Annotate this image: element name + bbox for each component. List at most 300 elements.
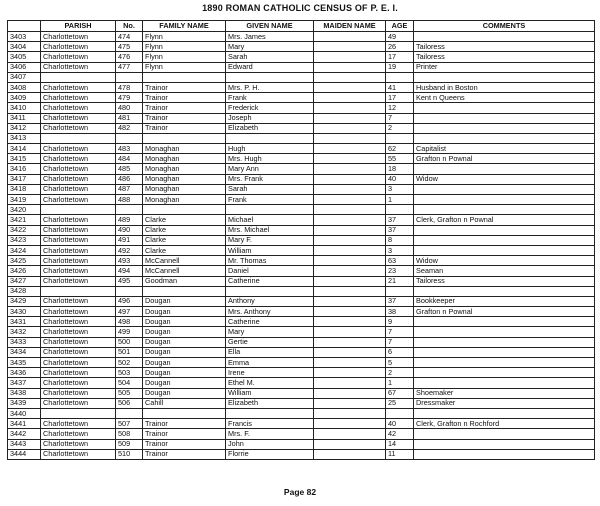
cell-parish: Charlottetown — [41, 93, 116, 103]
cell-row-id: 3432 — [8, 327, 41, 337]
cell-age: 17 — [386, 93, 414, 103]
cell-family-name: Flynn — [143, 62, 226, 72]
cell-maiden-name — [314, 215, 386, 225]
cell-given-name — [226, 286, 314, 296]
cell-age: 37 — [386, 215, 414, 225]
cell-number: 483 — [116, 144, 143, 154]
cell-parish: Charlottetown — [41, 32, 116, 42]
table-row — [8, 256, 595, 266]
cell-comments — [414, 327, 595, 337]
cell-family-name — [143, 286, 226, 296]
cell-row-id: 3422 — [8, 225, 41, 235]
cell-row-id: 3415 — [8, 154, 41, 164]
cell-row-id: 3423 — [8, 235, 41, 245]
cell-parish: Charlottetown — [41, 296, 116, 306]
column-header-given-name: GIVEN NAME — [226, 21, 314, 32]
cell-comments: Widow — [414, 256, 595, 266]
cell-age: 40 — [386, 419, 414, 429]
table-row — [8, 62, 595, 72]
cell-row-id: 3429 — [8, 296, 41, 306]
cell-maiden-name — [314, 154, 386, 164]
cell-number: 494 — [116, 266, 143, 276]
cell-row-id: 3434 — [8, 347, 41, 357]
cell-number: 493 — [116, 256, 143, 266]
cell-number: 492 — [116, 245, 143, 255]
cell-age: 40 — [386, 174, 414, 184]
cell-parish: Charlottetown — [41, 235, 116, 245]
cell-comments — [414, 32, 595, 42]
cell-maiden-name — [314, 123, 386, 133]
cell-parish: Charlottetown — [41, 429, 116, 439]
table-row — [8, 347, 595, 357]
cell-age — [386, 205, 414, 215]
cell-comments — [414, 235, 595, 245]
cell-given-name: Ella — [226, 347, 314, 357]
cell-age: 5 — [386, 358, 414, 368]
cell-row-id: 3409 — [8, 93, 41, 103]
cell-given-name: Emma — [226, 358, 314, 368]
cell-given-name: Catherine — [226, 276, 314, 286]
table-row — [8, 93, 595, 103]
cell-parish: Charlottetown — [41, 327, 116, 337]
cell-age: 1 — [386, 195, 414, 205]
cell-maiden-name — [314, 358, 386, 368]
cell-age: 42 — [386, 429, 414, 439]
cell-family-name: Trainor — [143, 113, 226, 123]
cell-family-name: Dougan — [143, 337, 226, 347]
column-header-comments: COMMENTS — [414, 21, 595, 32]
cell-maiden-name — [314, 32, 386, 42]
cell-maiden-name — [314, 449, 386, 459]
cell-maiden-name — [314, 52, 386, 62]
table-row — [8, 235, 595, 245]
table-row — [8, 378, 595, 388]
cell-maiden-name — [314, 174, 386, 184]
cell-age: 67 — [386, 388, 414, 398]
cell-family-name: Trainor — [143, 429, 226, 439]
cell-parish: Charlottetown — [41, 164, 116, 174]
cell-family-name: Flynn — [143, 42, 226, 52]
cell-family-name — [143, 205, 226, 215]
cell-comments — [414, 286, 595, 296]
table-row — [8, 42, 595, 52]
cell-family-name: Clarke — [143, 245, 226, 255]
cell-comments: Tailoress — [414, 276, 595, 286]
cell-parish: Charlottetown — [41, 245, 116, 255]
cell-given-name: Mr. Thomas — [226, 256, 314, 266]
cell-parish: Charlottetown — [41, 439, 116, 449]
cell-row-id: 3427 — [8, 276, 41, 286]
table-row — [8, 388, 595, 398]
cell-parish: Charlottetown — [41, 154, 116, 164]
cell-parish: Charlottetown — [41, 42, 116, 52]
cell-given-name: William — [226, 245, 314, 255]
cell-number: 474 — [116, 32, 143, 42]
cell-family-name: Dougan — [143, 307, 226, 317]
cell-row-id: 3420 — [8, 205, 41, 215]
table-row — [8, 154, 595, 164]
cell-row-id: 3414 — [8, 144, 41, 154]
cell-number: 478 — [116, 82, 143, 92]
cell-age — [386, 286, 414, 296]
cell-parish: Charlottetown — [41, 368, 116, 378]
cell-given-name: Mrs. P. H. — [226, 82, 314, 92]
table-row — [8, 419, 595, 429]
cell-maiden-name — [314, 225, 386, 235]
table-row — [8, 82, 595, 92]
cell-number: 486 — [116, 174, 143, 184]
cell-age: 1 — [386, 378, 414, 388]
cell-row-id: 3438 — [8, 388, 41, 398]
cell-given-name: Mary — [226, 327, 314, 337]
cell-row-id: 3443 — [8, 439, 41, 449]
cell-family-name: Goodman — [143, 276, 226, 286]
table-row — [8, 144, 595, 154]
document-title: 1890 ROMAN CATHOLIC CENSUS OF P. E. I. — [202, 3, 398, 13]
cell-comments: Clerk, Grafton n Pownal — [414, 215, 595, 225]
cell-age: 17 — [386, 52, 414, 62]
table-body — [8, 32, 595, 460]
cell-row-id: 3444 — [8, 449, 41, 459]
cell-comments: Printer — [414, 62, 595, 72]
cell-number — [116, 286, 143, 296]
cell-maiden-name — [314, 388, 386, 398]
cell-family-name: Flynn — [143, 52, 226, 62]
cell-age: 7 — [386, 113, 414, 123]
table-row — [8, 215, 595, 225]
cell-age: 9 — [386, 317, 414, 327]
cell-parish — [41, 408, 116, 418]
cell-age: 26 — [386, 42, 414, 52]
table-row — [8, 245, 595, 255]
cell-family-name: Monaghan — [143, 184, 226, 194]
cell-row-id: 3428 — [8, 286, 41, 296]
cell-maiden-name — [314, 439, 386, 449]
table-row — [8, 368, 595, 378]
cell-maiden-name — [314, 276, 386, 286]
cell-number: 489 — [116, 215, 143, 225]
cell-parish: Charlottetown — [41, 276, 116, 286]
cell-comments: Kent n Queens — [414, 93, 595, 103]
cell-comments — [414, 337, 595, 347]
cell-family-name: Dougan — [143, 296, 226, 306]
cell-age: 3 — [386, 245, 414, 255]
cell-comments — [414, 368, 595, 378]
cell-number: 475 — [116, 42, 143, 52]
cell-row-id: 3431 — [8, 317, 41, 327]
cell-maiden-name — [314, 82, 386, 92]
cell-parish: Charlottetown — [41, 184, 116, 194]
cell-family-name: Monaghan — [143, 174, 226, 184]
cell-parish: Charlottetown — [41, 195, 116, 205]
cell-family-name: Dougan — [143, 327, 226, 337]
cell-given-name: Mrs. Anthony — [226, 307, 314, 317]
cell-row-id: 3407 — [8, 72, 41, 82]
cell-family-name — [143, 133, 226, 143]
cell-family-name — [143, 408, 226, 418]
cell-comments: Grafton n Pownal — [414, 154, 595, 164]
cell-given-name — [226, 72, 314, 82]
cell-maiden-name — [314, 256, 386, 266]
cell-age — [386, 72, 414, 82]
table-row — [8, 307, 595, 317]
cell-family-name: Flynn — [143, 32, 226, 42]
cell-family-name: Dougan — [143, 347, 226, 357]
cell-parish: Charlottetown — [41, 337, 116, 347]
cell-row-id: 3426 — [8, 266, 41, 276]
cell-number: 509 — [116, 439, 143, 449]
cell-comments — [414, 123, 595, 133]
cell-age: 11 — [386, 449, 414, 459]
cell-parish: Charlottetown — [41, 113, 116, 123]
cell-comments — [414, 72, 595, 82]
cell-maiden-name — [314, 286, 386, 296]
cell-parish: Charlottetown — [41, 174, 116, 184]
cell-row-id: 3405 — [8, 52, 41, 62]
cell-maiden-name — [314, 378, 386, 388]
table-row — [8, 327, 595, 337]
cell-given-name: Michael — [226, 215, 314, 225]
cell-row-id: 3412 — [8, 123, 41, 133]
cell-parish: Charlottetown — [41, 358, 116, 368]
cell-given-name: Ethel M. — [226, 378, 314, 388]
cell-number: 503 — [116, 368, 143, 378]
cell-maiden-name — [314, 266, 386, 276]
table-row — [8, 317, 595, 327]
table-row — [8, 184, 595, 194]
cell-age: 18 — [386, 164, 414, 174]
cell-given-name: Daniel — [226, 266, 314, 276]
cell-given-name: Elizabeth — [226, 398, 314, 408]
table-row — [8, 266, 595, 276]
cell-given-name: Mrs. Michael — [226, 225, 314, 235]
table-row — [8, 429, 595, 439]
cell-given-name: Mrs. F. — [226, 429, 314, 439]
cell-family-name: Dougan — [143, 378, 226, 388]
cell-row-id: 3413 — [8, 133, 41, 143]
cell-given-name: Elizabeth — [226, 123, 314, 133]
cell-family-name: Dougan — [143, 368, 226, 378]
cell-number: 490 — [116, 225, 143, 235]
cell-maiden-name — [314, 337, 386, 347]
cell-row-id: 3419 — [8, 195, 41, 205]
cell-number: 506 — [116, 398, 143, 408]
cell-number: 479 — [116, 93, 143, 103]
cell-family-name: Clarke — [143, 215, 226, 225]
cell-age: 7 — [386, 327, 414, 337]
cell-family-name: Trainor — [143, 439, 226, 449]
cell-family-name: Clarke — [143, 225, 226, 235]
cell-comments: Dressmaker — [414, 398, 595, 408]
cell-family-name: Trainor — [143, 123, 226, 133]
cell-family-name: Monaghan — [143, 164, 226, 174]
cell-number: 496 — [116, 296, 143, 306]
cell-parish — [41, 133, 116, 143]
cell-parish: Charlottetown — [41, 388, 116, 398]
table-row — [8, 337, 595, 347]
table-row — [8, 195, 595, 205]
cell-row-id: 3437 — [8, 378, 41, 388]
cell-maiden-name — [314, 398, 386, 408]
cell-maiden-name — [314, 113, 386, 123]
cell-given-name: Gertie — [226, 337, 314, 347]
cell-family-name: Trainor — [143, 419, 226, 429]
cell-given-name: Joseph — [226, 113, 314, 123]
table-header-row — [8, 21, 595, 32]
cell-given-name: Mary — [226, 42, 314, 52]
cell-parish: Charlottetown — [41, 225, 116, 235]
cell-row-id: 3411 — [8, 113, 41, 123]
cell-maiden-name — [314, 205, 386, 215]
cell-comments — [414, 103, 595, 113]
cell-comments: Widow — [414, 174, 595, 184]
cell-maiden-name — [314, 93, 386, 103]
cell-maiden-name — [314, 235, 386, 245]
cell-given-name — [226, 133, 314, 143]
cell-given-name: Irene — [226, 368, 314, 378]
cell-number: 507 — [116, 419, 143, 429]
cell-age: 8 — [386, 235, 414, 245]
cell-given-name: Florrie — [226, 449, 314, 459]
column-header-row-id — [8, 21, 41, 32]
table-row — [8, 286, 595, 296]
cell-age: 37 — [386, 225, 414, 235]
cell-maiden-name — [314, 195, 386, 205]
cell-comments: Seaman — [414, 266, 595, 276]
table-row — [8, 32, 595, 42]
cell-given-name: Sarah — [226, 52, 314, 62]
cell-comments — [414, 205, 595, 215]
cell-row-id: 3403 — [8, 32, 41, 42]
cell-maiden-name — [314, 164, 386, 174]
cell-parish: Charlottetown — [41, 215, 116, 225]
cell-family-name: Trainor — [143, 93, 226, 103]
cell-family-name: Monaghan — [143, 195, 226, 205]
cell-family-name: Trainor — [143, 449, 226, 459]
cell-maiden-name — [314, 42, 386, 52]
cell-maiden-name — [314, 245, 386, 255]
cell-family-name: McCannell — [143, 266, 226, 276]
cell-row-id: 3416 — [8, 164, 41, 174]
cell-given-name: Catherine — [226, 317, 314, 327]
cell-parish: Charlottetown — [41, 347, 116, 357]
table-row — [8, 205, 595, 215]
cell-row-id: 3435 — [8, 358, 41, 368]
cell-maiden-name — [314, 62, 386, 72]
cell-row-id: 3404 — [8, 42, 41, 52]
cell-parish: Charlottetown — [41, 52, 116, 62]
cell-maiden-name — [314, 429, 386, 439]
cell-number: 481 — [116, 113, 143, 123]
cell-parish: Charlottetown — [41, 378, 116, 388]
cell-given-name: Edward — [226, 62, 314, 72]
cell-maiden-name — [314, 103, 386, 113]
cell-number: 491 — [116, 235, 143, 245]
table-row — [8, 52, 595, 62]
cell-number — [116, 72, 143, 82]
cell-family-name: Cahill — [143, 398, 226, 408]
cell-age: 7 — [386, 337, 414, 347]
cell-given-name: Mrs. Hugh — [226, 154, 314, 164]
cell-number: 477 — [116, 62, 143, 72]
cell-parish: Charlottetown — [41, 82, 116, 92]
cell-number: 498 — [116, 317, 143, 327]
cell-number: 482 — [116, 123, 143, 133]
table-row — [8, 123, 595, 133]
cell-given-name: Mary Ann — [226, 164, 314, 174]
cell-parish: Charlottetown — [41, 144, 116, 154]
cell-age: 23 — [386, 266, 414, 276]
cell-number: 487 — [116, 184, 143, 194]
cell-given-name: William — [226, 388, 314, 398]
cell-row-id: 3417 — [8, 174, 41, 184]
cell-given-name: Anthony — [226, 296, 314, 306]
cell-row-id: 3439 — [8, 398, 41, 408]
column-header-family-name: FAMILY NAME — [143, 21, 226, 32]
cell-number: 502 — [116, 358, 143, 368]
cell-given-name: Mrs. Frank — [226, 174, 314, 184]
cell-number: 484 — [116, 154, 143, 164]
cell-parish: Charlottetown — [41, 266, 116, 276]
cell-family-name: Monaghan — [143, 144, 226, 154]
table-row — [8, 72, 595, 82]
cell-number: 480 — [116, 103, 143, 113]
cell-number: 485 — [116, 164, 143, 174]
cell-comments — [414, 449, 595, 459]
cell-given-name: Mary F. — [226, 235, 314, 245]
table-row — [8, 174, 595, 184]
cell-family-name: Clarke — [143, 235, 226, 245]
cell-row-id: 3408 — [8, 82, 41, 92]
cell-comments: Clerk, Grafton n Rochford — [414, 419, 595, 429]
cell-age — [386, 408, 414, 418]
cell-comments — [414, 195, 595, 205]
cell-maiden-name — [314, 347, 386, 357]
cell-parish: Charlottetown — [41, 449, 116, 459]
cell-age: 2 — [386, 123, 414, 133]
table-row — [8, 439, 595, 449]
cell-comments: Bookkeeper — [414, 296, 595, 306]
table-row — [8, 113, 595, 123]
table-row — [8, 103, 595, 113]
cell-age: 2 — [386, 368, 414, 378]
cell-age: 14 — [386, 439, 414, 449]
cell-row-id: 3418 — [8, 184, 41, 194]
cell-given-name — [226, 408, 314, 418]
cell-number: 488 — [116, 195, 143, 205]
cell-row-id: 3436 — [8, 368, 41, 378]
cell-age — [386, 133, 414, 143]
cell-comments — [414, 113, 595, 123]
cell-given-name: Frank — [226, 195, 314, 205]
cell-parish: Charlottetown — [41, 256, 116, 266]
cell-age: 38 — [386, 307, 414, 317]
table-row — [8, 358, 595, 368]
cell-parish: Charlottetown — [41, 317, 116, 327]
cell-age: 63 — [386, 256, 414, 266]
table-row — [8, 408, 595, 418]
cell-number: 476 — [116, 52, 143, 62]
cell-maiden-name — [314, 419, 386, 429]
cell-number: 499 — [116, 327, 143, 337]
cell-comments — [414, 317, 595, 327]
column-header-age: AGE — [386, 21, 414, 32]
cell-family-name: Monaghan — [143, 154, 226, 164]
cell-comments: Tailoress — [414, 52, 595, 62]
cell-parish — [41, 286, 116, 296]
cell-comments: Shoemaker — [414, 388, 595, 398]
cell-comments — [414, 358, 595, 368]
